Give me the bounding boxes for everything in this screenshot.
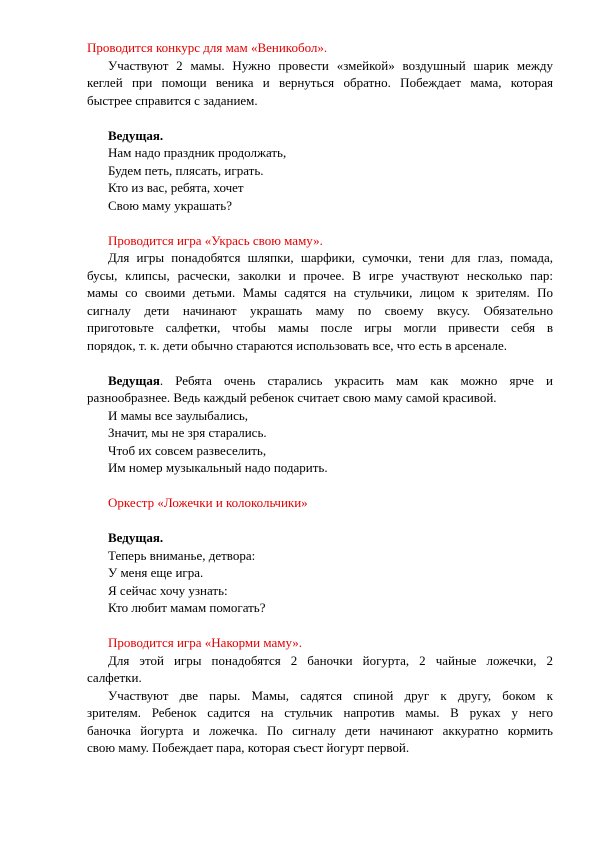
poem-line: У меня еще игра. bbox=[108, 565, 204, 580]
paragraph-line: баночка йогурта и ложечка. По сигналу дети начинают аккуратно кормить bbox=[87, 722, 553, 738]
spacer bbox=[87, 354, 553, 372]
paragraph-line: кеглей при помощи веника и вернуться обратно. Побеждает мама, которая bbox=[87, 75, 553, 90]
paragraph-line: Участвуют две пары. Мамы, садятся спиной друг к другу, боком к bbox=[108, 687, 553, 703]
poem-line: Свою маму украшать? bbox=[108, 197, 232, 213]
speaker-label: Ведущая. bbox=[108, 127, 164, 143]
paragraph-line: Ведущая. Ребята очень старались украсить мам как можно ярче и bbox=[108, 372, 553, 388]
poem-line: Нам надо праздник продолжать, bbox=[108, 145, 287, 160]
poem-line: Я сейчас хочу узнать: bbox=[108, 582, 228, 598]
speaker-label: Ведущая. bbox=[108, 530, 164, 545]
paragraph-line: свою маму. Побеждает пара, которая съест йогурт первой. bbox=[87, 740, 410, 755]
poem-line: Кто любит мамам помогать? bbox=[108, 600, 266, 615]
paragraph-line: порядок, т. к. дети обычно стараются использовать все, что есть в арсенале. bbox=[87, 337, 508, 353]
paragraph-line: салфетки. bbox=[87, 670, 142, 685]
poem-line: Кто из вас, ребята, хочет bbox=[108, 180, 244, 195]
paragraph-line: Для этой игры понадобятся 2 баночки йогурта, 2 чайные ложечки, 2 bbox=[108, 652, 553, 668]
paragraph-line: разнообразнее. Ведь каждый ребенок считает свою маму самой красивой. bbox=[87, 390, 497, 405]
poem-line: Будем петь, плясать, играть. bbox=[108, 162, 264, 178]
poem-line: Теперь вниманье, детвора: bbox=[108, 547, 256, 563]
paragraph-line: Участвуют 2 мамы. Нужно провести «змейкой» воздушный шарик между bbox=[108, 57, 553, 73]
spacer bbox=[87, 109, 553, 127]
poem-line: Им номер музыкальный надо подарить. bbox=[108, 460, 328, 475]
paragraph-line: Для игры понадобятся шляпки, шарфики, сумочки, тени для глаз, помада, bbox=[108, 250, 553, 265]
document-body bbox=[87, 39, 553, 757]
spacer bbox=[87, 214, 553, 232]
poem-line: И мамы все заулыбались, bbox=[108, 407, 249, 423]
game-heading-feed-mom: Проводится игра «Накорми маму». bbox=[108, 635, 303, 650]
game-heading-decorate-mom: Проводится игра «Укрась свою маму». bbox=[108, 232, 323, 248]
paragraph-line: мамы со своими детьми. Мамы садятся на стульчики, лицом к зрителям. По bbox=[87, 285, 553, 300]
contest-heading-venikobol: Проводится конкурс для мам «Веникобол». bbox=[87, 40, 328, 55]
paragraph-line: сигналу дети начинают украшать маму по своему вкусу. Обязательно bbox=[87, 302, 553, 318]
speaker-label: Ведущая bbox=[108, 372, 160, 388]
paragraph-line: приготовьте салфетки, чтобы мамы после игры могли привести себя в bbox=[87, 320, 553, 335]
spacer bbox=[87, 512, 553, 530]
paragraph-line: зрителям. Ребенок садится на стульчик напротив мамы. В руках у него bbox=[87, 705, 553, 720]
spacer bbox=[87, 477, 553, 495]
poem-line: Значит, мы не зря старались. bbox=[108, 425, 267, 440]
spacer bbox=[87, 617, 553, 635]
paragraph-line: бусы, клипсы, расчески, заколки и прочее. В игре участвуют несколько пар: bbox=[87, 267, 553, 283]
paragraph-line: быстрее справится с заданием. bbox=[87, 92, 258, 108]
poem-line: Чтоб их совсем развеселить, bbox=[108, 442, 267, 458]
orchestra-heading: Оркестр «Ложечки и колокольчики» bbox=[108, 495, 308, 510]
